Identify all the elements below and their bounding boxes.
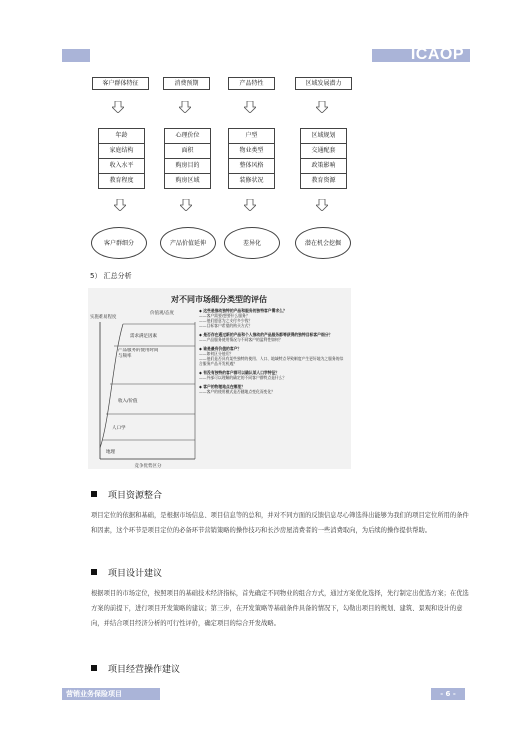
down-arrow-icon <box>316 101 328 113</box>
eval-level-3: 收入/价值 <box>118 399 138 404</box>
eval-top-label: 价值观/态度 <box>150 311 175 316</box>
flow-cell: 交通配套 <box>301 144 346 159</box>
flow-outcome-1: 客户群细分 <box>91 227 147 259</box>
flow-cell: 政策影响 <box>301 159 346 174</box>
eval-bullet-list <box>199 308 347 394</box>
header-bar-right <box>372 46 470 63</box>
bullet-square-icon <box>91 665 97 671</box>
flow-column-customer <box>98 128 145 189</box>
down-arrow-icon <box>180 199 192 211</box>
down-arrow-icon <box>244 199 256 211</box>
flow-cell: 心理价位 <box>165 129 210 144</box>
flow-header-4: 区域发展潜力 <box>295 77 352 90</box>
header-bar-left <box>62 49 90 62</box>
flow-header-3: 产品特性 <box>228 77 275 90</box>
section-heading-text: 项目资源整合 <box>108 491 163 501</box>
flow-cell: 面积 <box>165 144 210 159</box>
section-paragraph: 项目定位的依据和基础，是根据市场信息、项目信息等的总和，并对不同方面的反馈信息尽心筛选得出能够为我们的项目定位所用的条件和因素，这个环节是项目定位的必备环节营销策略的操作技巧和长沙房屋消费者的一些消费取向，为后续的操作提供帮助。 <box>91 512 469 534</box>
eval-level-1: 需求满足因素 <box>130 334 157 339</box>
flow-cell: 购房区域 <box>175 177 200 184</box>
flow-outcome-4: 潜在机会挖掘 <box>295 227 351 259</box>
eval-bullet: ◆ 这些是推动独特的产品和服务的独特客户需求么？ ——客户需要/想要什么服务？ ——他们愿意为之支付多少钱？ ——目标客户希望的购买方式？ <box>199 308 287 328</box>
eval-bullet: ◆ 客户的物理地点在哪里？ ——客户的使用模式是否随地点变化而变化？ <box>199 384 275 394</box>
flow-cell: 物业类型 <box>229 144 274 159</box>
page-number: - 6 - <box>431 688 465 700</box>
bullet-square-icon <box>91 491 97 497</box>
flow-cell: 购房目的 <box>165 159 210 174</box>
flow-cell: 整体风格 <box>229 159 274 174</box>
flow-cell: 收入水平 <box>99 159 144 174</box>
eval-level-2: 产品服务的使用时间与频率 <box>118 348 159 359</box>
flow-header-1: 客户群体特征 <box>92 77 149 90</box>
eval-x-label: 竞争优势区分 <box>134 464 162 469</box>
flow-outcome-3: 差异化 <box>224 227 280 259</box>
flow-outcome-2: 产品价值延伸 <box>160 227 216 259</box>
bullet-square-icon <box>91 569 97 575</box>
flow-cell: 教育资源 <box>311 177 336 184</box>
flow-cell: 家庭结构 <box>99 144 144 159</box>
down-arrow-icon <box>244 101 256 113</box>
eval-bullet: ◆ 是否存在通过新的产品和个人推动的产品服务都等获得的独特目标客户细分？ ——产品服务使用情况与不同客户的盈利性如何？ <box>199 332 333 342</box>
section-heading <box>91 488 162 501</box>
down-arrow-icon <box>179 101 191 113</box>
down-arrow-icon <box>114 199 126 211</box>
header-brand: ICAOP <box>410 46 464 63</box>
flow-cell: 年龄 <box>99 129 144 144</box>
flow-column-region <box>300 128 347 189</box>
eval-y-label: 实施难易程度 <box>90 315 117 320</box>
section-heading-text: 项目设计建议 <box>108 569 163 579</box>
section-paragraph: 根据项目的市场定位，按照项目的基础技术经济指标，首先确定不同物业的组合方式，通过方案优化选择，先行制定出优选方案；在优选方案的前提下，进行项目开发策略的建议；第三步，在开发策略等基础条件具备的情况下，勾勒出项目的规划、建筑、景观和设计的意向，并结合项目经济分析的可行性评价，确定项目的综合开发战略。 <box>91 590 469 627</box>
section-heading <box>91 662 180 675</box>
flow-header-2: 消费预期 <box>163 77 210 90</box>
flow-column-expectation <box>164 128 211 189</box>
section-heading-text: 项目经营操作建议 <box>108 665 181 675</box>
eval-title: 对不同市场细分类型的评估 <box>171 295 267 304</box>
flow-cell: 教育程度 <box>109 177 134 184</box>
section-label-summary: 5） 汇总分析 <box>90 272 132 280</box>
flow-cell: 装修状况 <box>239 177 264 184</box>
footer-left-bar: 营销业务保险项目 <box>62 688 160 700</box>
eval-level-4: 人口学 <box>112 426 126 431</box>
eval-level-5: 地理 <box>106 450 115 455</box>
eval-bullet: ◆ 有没有独特的客户群可以确认某人口学特征？ ——外部可以理解的确定的不同客户群特点是什么？ <box>199 370 287 380</box>
section-heading <box>91 566 162 579</box>
positioning-flow-diagram <box>88 77 353 267</box>
segmentation-evaluation-figure <box>88 288 351 469</box>
flow-cell: 区域规划 <box>301 129 346 144</box>
flow-column-product <box>228 128 275 189</box>
down-arrow-icon <box>316 199 328 211</box>
eval-bullet: ◆ 谁是最有价值的客户？ ——如何区分他们？ ——他们是否具有某些独特的使用、人口、地域特点导致制度产生更好地为之服务的综合服务产品开发机遇？ <box>199 346 344 366</box>
down-arrow-icon <box>112 101 124 113</box>
flow-cell: 户型 <box>229 129 274 144</box>
